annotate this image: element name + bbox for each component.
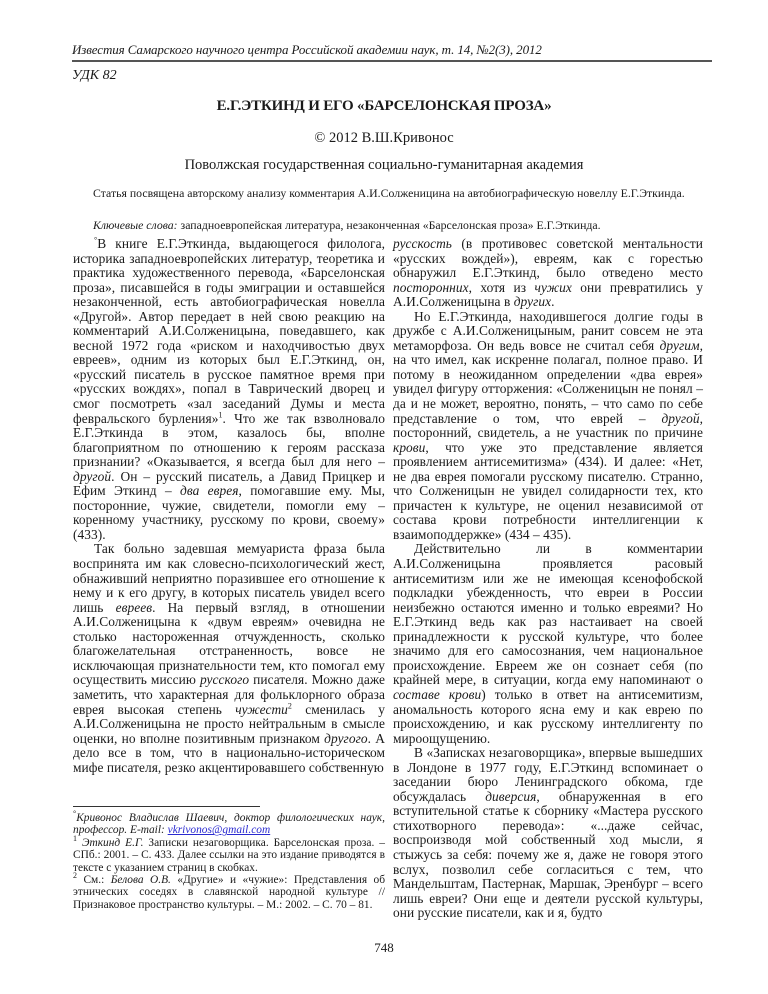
emphasis: чужести <box>235 701 288 717</box>
footnote-text: Записки незаговорщика. Барселонская проза. – СПб.: 2001. – С. 433. Далее ссылки на это издание приводятся в тексте с указанием страниц в скобках. <box>73 836 385 874</box>
emphasis: другой <box>73 468 112 484</box>
text: , посторонний, свидетель, а не участник по причине <box>393 410 703 441</box>
emphasis: два еврея <box>180 483 239 499</box>
paragraph <box>73 237 385 542</box>
emphasis: евреев <box>115 599 153 615</box>
footnote-marker: ° <box>73 809 77 819</box>
running-head: Известия Самарского научного центра Российской академии наук, т. 14, №2(3), 2012 <box>72 42 712 62</box>
footnote-author-name: Эткинд Е.Г. <box>82 836 144 849</box>
text: . Что же так взволновало Е.Г.Эткинда в этом, казалось бы, вполне благоприятном по отношению к героям рассказа признании? «Оказывается, я всегда был для него – <box>73 410 385 470</box>
footnotes <box>73 809 385 911</box>
affiliation: Поволжская государственная социально-гуманитарная академия <box>184 157 584 173</box>
text: (в противовес советской ментальности «русских вождей»), евреям, как с горестью обнаружил Е.Г.Эткинд, было отведено место <box>393 236 703 281</box>
paragraph <box>393 542 703 746</box>
footnote-number: 2 <box>73 871 77 881</box>
article-title: Е.Г.ЭТКИНД И ЕГО «БАРСЕЛОНСКАЯ ПРОЗА» <box>216 98 552 114</box>
text: , обнаруженная в его вступительной статье к сборнику «Мастера русского стихотворного перевода»: «...даже сейчас, воспроизводя мой собственный ход мысли, я стыжусь за себя: почему же я, даже не говоря этого вслух, позволил себе согласиться с тем, что Мандельштам, Пастернак, Маршак, Эренбург – всего лишь евреи? Они еще и деятели русской культуры, они русские писатели, как и я, будто <box>393 788 704 921</box>
text: , хотя из <box>468 279 535 295</box>
emphasis: посторонних <box>393 279 469 295</box>
email-link[interactable]: vkrivonos@gmail.com <box>167 824 271 837</box>
udk-code: УДК 82 <box>72 68 117 83</box>
body-column-right <box>393 237 703 921</box>
footnote-1 <box>73 834 385 874</box>
keywords-text: западноевропейская литература, незаконченная «Барселонская проза» Е.Г.Эткинда. <box>177 218 601 232</box>
abstract: Статья посвящена авторскому анализу комментария А.И.Солженицина на автобиографическую новеллу Е.Г.Эткинда. <box>93 186 685 200</box>
text: . Он – русский писатель, а Давид Прицкер и Ефим Эткинд – <box>73 468 385 499</box>
footnote-text: «Другие» и «чужие»: Представления об этнических соседях в славянской народной культуре // Признаковое пространство культуры. – М.: 2002. – С. 70 – 81. <box>73 874 385 911</box>
text: В книге Е.Г.Эткинда, выдающегося филолога, историка западноевропейских литератур, теоретика и практика художественного перевода, «Барселонская проза», писавшейся в годы эмиграции и оставшейся незаконченной, есть автобиографическая новелла «Другой». Автор передает в ней свою реакцию на комментарий А.И.Солженицына, поведавшего, как весной 1972 года «риском и находчивостью двух евреев», одним из которых был Е.Г.Эткинд, он, «русский писатель в русское памятное время при «русских вождях», попал в Таврический дворец и смог посмотреть «зал заседаний Думы и места февральского бурления» <box>73 236 385 426</box>
text: писателя. Можно даже заметить, что характерная для фольклорного образа еврея высокая степень <box>73 672 386 717</box>
body-column-left <box>73 237 385 775</box>
emphasis: другого <box>324 730 368 746</box>
text: Но Е.Г.Эткинда, находившегося долгие годы в дружбе с А.И.Солженицыным, ранит совсем не эта метаморфоза. Он ведь вовсе не считал себя <box>393 308 703 353</box>
text: ) только в ответ на антисемитизм, аномальность которого ясна ему и как еврею по происхождению, и как русскому интеллигенту по мироощущению. <box>393 686 704 746</box>
emphasis: другой <box>661 410 700 426</box>
text: Действительно ли в комментарии А.И.Солженицына проявляется расовый антисемитизм или же не имеющая ксенофобской подкладки убежденность, что евреи в России неизбежно остаются именно и только евреями? Но Е.Г.Эткинд ведь как раз настаивает на своей принадлежности к русской культуре, что более значимо для его самосознания, чем национальное происхождение. Евреем же он сознает себя (по крайней мере, в ситуации, когда ему напоминают о <box>393 541 703 688</box>
footnote-number: 1 <box>73 834 77 844</box>
emphasis: составе крови <box>393 686 482 702</box>
emphasis: другим <box>659 337 700 353</box>
footnote-ref-1[interactable]: 1 <box>218 410 223 420</box>
emphasis: крови <box>393 439 426 455</box>
paragraph <box>73 542 385 775</box>
text: , помогавшие ему. Мы, посторонние, чужие, свидетели, помогли ему – коренному участнику, русскому по крови, своему» (433). <box>73 483 385 542</box>
footnote-author-name: Белова О.В. <box>110 874 171 887</box>
emphasis: русскость <box>393 236 452 251</box>
paragraph <box>393 237 703 310</box>
text: В «Записках незаговорщика», впервые вышедших в Лондоне в 1977 году, Е.Г.Эткинд вспоминает о заседании бюро Ленинградского обкома, где обсуждалась <box>393 745 703 804</box>
keywords <box>93 217 713 233</box>
text: сменилась у А.И.Солженицына не просто нейтральным в смысле оценки, но вполне позитивным признаком <box>73 701 385 746</box>
emphasis: русского <box>199 672 250 688</box>
text: . А дело все в том, что в национально-историческом мифе писателя, резко акцентировавшего собственную <box>73 730 385 775</box>
emphasis: диверсия <box>485 788 537 804</box>
paragraph <box>393 310 703 543</box>
text: , на что имел, как искренне полагал, полное право. И потому в неожиданном определении «два еврея» увидел фигуру отторжения: «Солженицын не понял – да и не может, вероятно, понять, – что само по себе представление о том, что еврей – <box>393 337 703 426</box>
author-footnote-marker[interactable]: ° <box>94 235 98 245</box>
footnote-prefix: См.: <box>77 874 111 887</box>
emphasis: других <box>513 294 552 310</box>
footnote-ref-2[interactable]: 2 <box>287 701 292 711</box>
emphasis: чужих <box>534 279 572 295</box>
footnote-author <box>73 809 385 837</box>
author-info: Кривонос Владислав Шаевич, доктор филологических наук, профессор. E-mail: <box>73 812 385 837</box>
copyright-line: © 2012 В.Ш.Кривонос <box>314 130 454 146</box>
text: они превратились у А.И.Солженицына в <box>393 279 703 310</box>
page-number: 748 <box>374 940 394 955</box>
footnote-2 <box>73 871 385 911</box>
footnote-divider <box>73 806 260 807</box>
text: . На первый взгляд, в отношении А.И.Солженицына к «двум евреям» очевидна не столько настороженная отчужденность, сколько благожелательная отстраненность, вовсе не исключающая признательности тем, кто помогал ему осуществить миссию <box>73 599 385 688</box>
text: , что уже это представление является проявлением антисемитизма» (434). И далее: «Нет, не два еврея помогали русскому писателю. Странно, что Солженицын не увидел солидарности тех, кто причастен к культуре, не оценил независимой от состава крови потребности интеллигенции к взаимоподдержке» (434 – 435). <box>393 439 703 542</box>
keywords-label: Ключевые слова: <box>93 218 178 232</box>
text: Так больно задевшая мемуариста фраза была воспринята им как словесно-психологический жест, обнаживший неприятно поразившее его отношение к нему и к его другу, в которых писатель увидел всего лишь <box>73 541 385 615</box>
text: . <box>551 294 555 310</box>
paragraph <box>393 746 703 921</box>
